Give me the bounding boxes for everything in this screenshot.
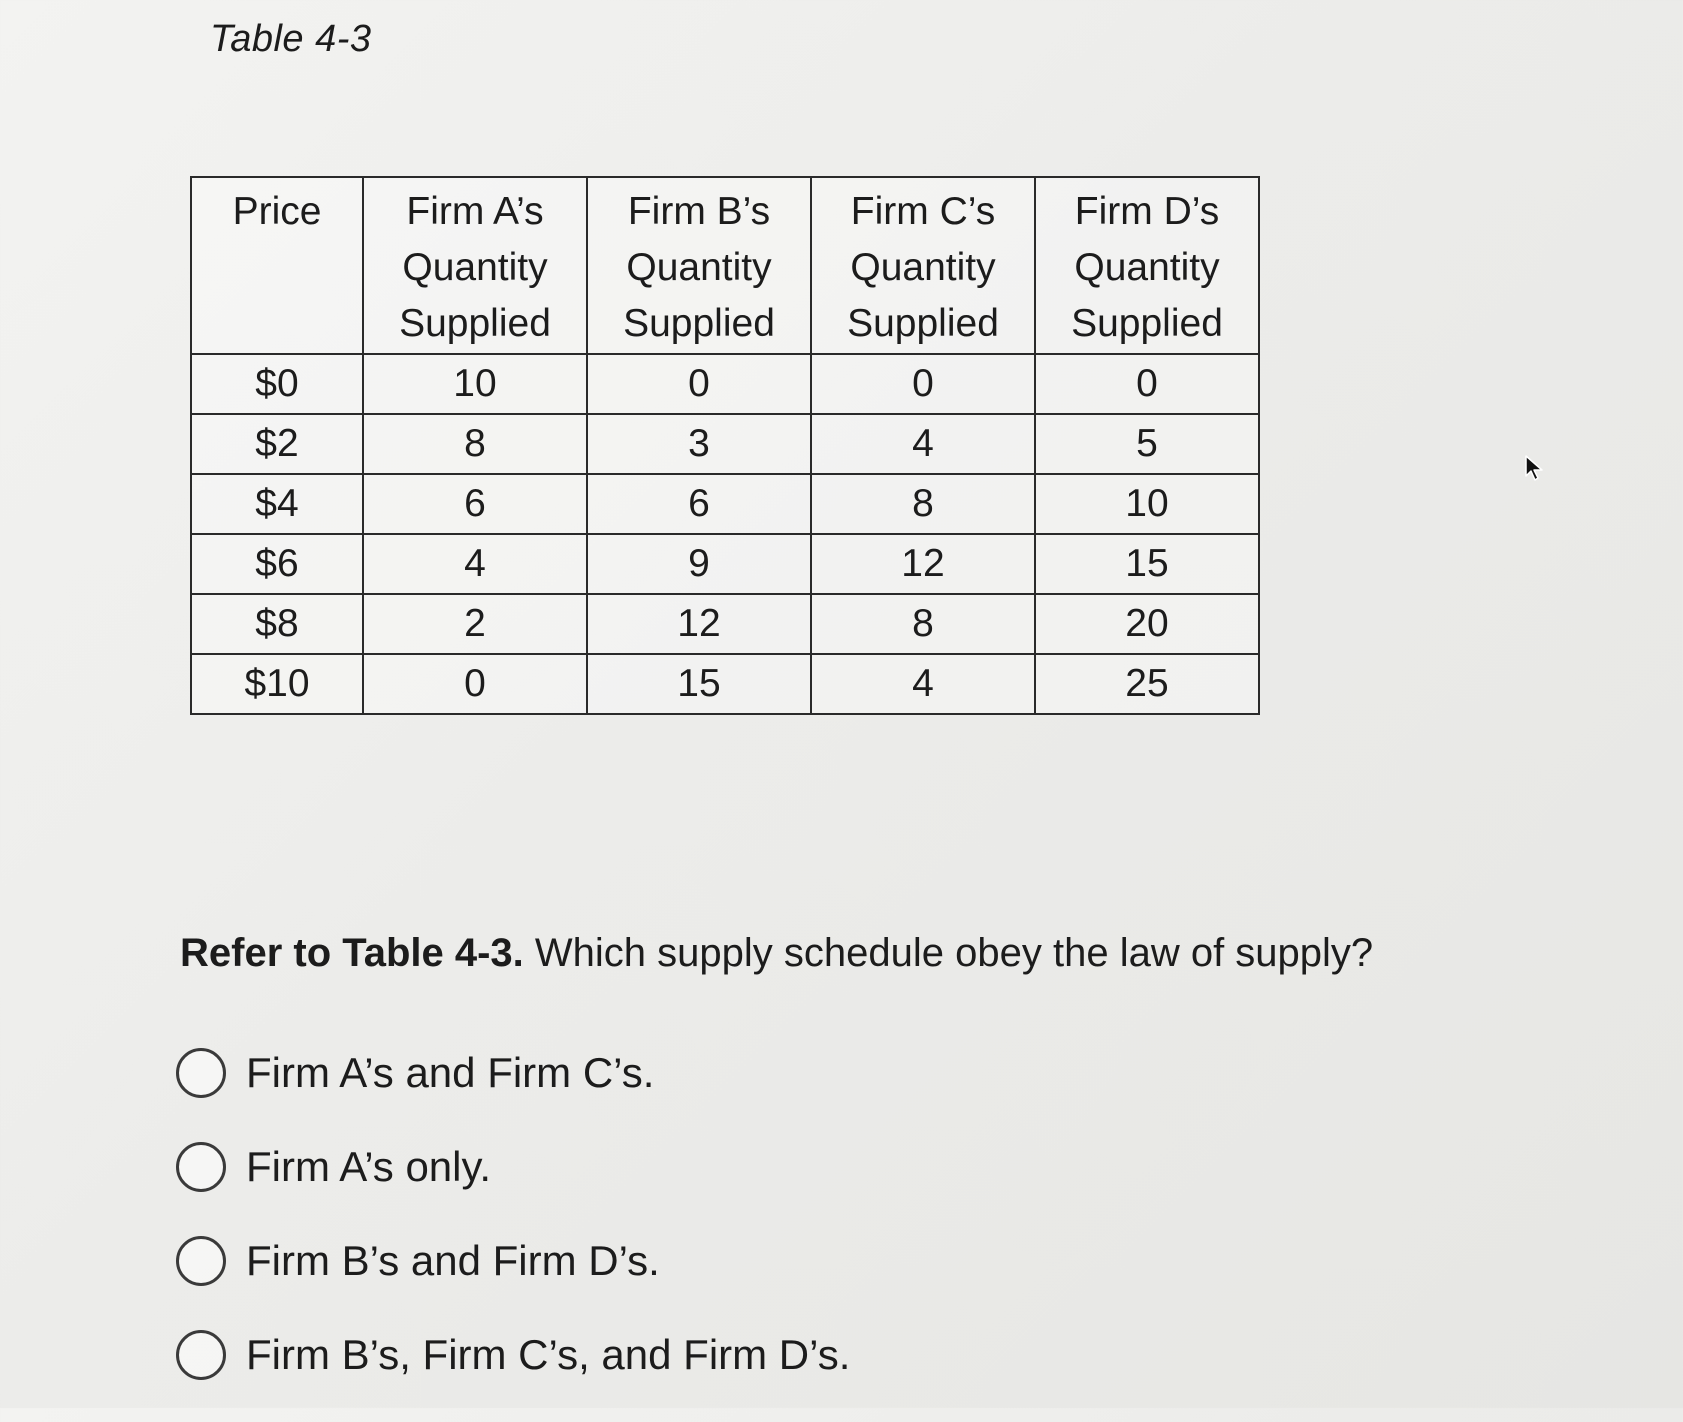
table-row	[191, 654, 1259, 714]
table-row	[191, 534, 1259, 594]
firm-d-cell: 5	[1035, 414, 1259, 474]
option-a[interactable]	[176, 1046, 850, 1100]
header-line: Firm C’s	[850, 190, 996, 233]
option-c[interactable]	[176, 1234, 850, 1288]
firm-a-cell: 0	[363, 654, 587, 714]
price-cell: $2	[191, 414, 363, 474]
radio-button[interactable]	[176, 1048, 226, 1098]
firm-d-cell: 15	[1035, 534, 1259, 594]
header-line: Supplied	[399, 302, 551, 345]
header-line: Quantity	[402, 246, 548, 289]
header-line: Quantity	[626, 246, 772, 289]
option-d[interactable]	[176, 1328, 850, 1382]
header-firm-b	[587, 177, 811, 354]
option-label[interactable]: Firm B’s, Firm C’s, and Firm D’s.	[246, 1331, 851, 1378]
table-row	[191, 354, 1259, 414]
header-line: Price	[232, 190, 322, 233]
price-cell: $10	[191, 654, 363, 714]
firm-d-cell: 10	[1035, 474, 1259, 534]
firm-c-cell: 12	[811, 534, 1035, 594]
header-line: Quantity	[1074, 246, 1220, 289]
option-label[interactable]: Firm A’s and Firm C’s.	[246, 1049, 655, 1096]
table-header-row	[191, 177, 1259, 354]
answer-options	[176, 1046, 850, 1422]
header-line: Supplied	[847, 302, 999, 345]
header-line: Firm A’s	[406, 190, 544, 233]
firm-b-cell: 0	[587, 354, 811, 414]
option-b[interactable]	[176, 1140, 850, 1194]
header-firm-a	[363, 177, 587, 354]
supply-table	[190, 176, 1260, 715]
header-line: Supplied	[1071, 302, 1223, 345]
firm-b-cell: 6	[587, 474, 811, 534]
firm-a-cell: 8	[363, 414, 587, 474]
firm-b-cell: 12	[587, 594, 811, 654]
firm-c-cell: 8	[811, 594, 1035, 654]
header-firm-c	[811, 177, 1035, 354]
firm-a-cell: 4	[363, 534, 587, 594]
table-row	[191, 594, 1259, 654]
header-line: Firm D’s	[1074, 190, 1220, 233]
header-price	[191, 177, 363, 354]
header-firm-d	[1035, 177, 1259, 354]
mouse-pointer-icon	[1524, 454, 1546, 482]
header-line: Supplied	[623, 302, 775, 345]
page-title: Table 4-3	[210, 18, 372, 60]
firm-c-cell: 0	[811, 354, 1035, 414]
table-row	[191, 414, 1259, 474]
radio-button[interactable]	[176, 1142, 226, 1192]
question-text: Which supply schedule obey the law of supply?	[523, 931, 1374, 975]
firm-a-cell: 10	[363, 354, 587, 414]
firm-b-cell: 9	[587, 534, 811, 594]
option-label[interactable]: Firm B’s and Firm D’s.	[246, 1237, 660, 1284]
price-cell: $6	[191, 534, 363, 594]
firm-a-cell: 6	[363, 474, 587, 534]
question-prompt	[180, 928, 1373, 978]
firm-c-cell: 4	[811, 654, 1035, 714]
price-cell: $0	[191, 354, 363, 414]
firm-d-cell: 20	[1035, 594, 1259, 654]
radio-button[interactable]	[176, 1330, 226, 1380]
option-label[interactable]: Firm A’s only.	[246, 1143, 492, 1190]
firm-b-cell: 3	[587, 414, 811, 474]
firm-c-cell: 4	[811, 414, 1035, 474]
firm-d-cell: 0	[1035, 354, 1259, 414]
question-reference: Refer to Table 4-3.	[180, 931, 524, 975]
firm-d-cell: 25	[1035, 654, 1259, 714]
firm-b-cell: 15	[587, 654, 811, 714]
firm-c-cell: 8	[811, 474, 1035, 534]
price-cell: $8	[191, 594, 363, 654]
price-cell: $4	[191, 474, 363, 534]
header-line: Firm B’s	[627, 190, 771, 233]
firm-a-cell: 2	[363, 594, 587, 654]
header-line: Quantity	[850, 246, 996, 289]
radio-button[interactable]	[176, 1236, 226, 1286]
table-row	[191, 474, 1259, 534]
